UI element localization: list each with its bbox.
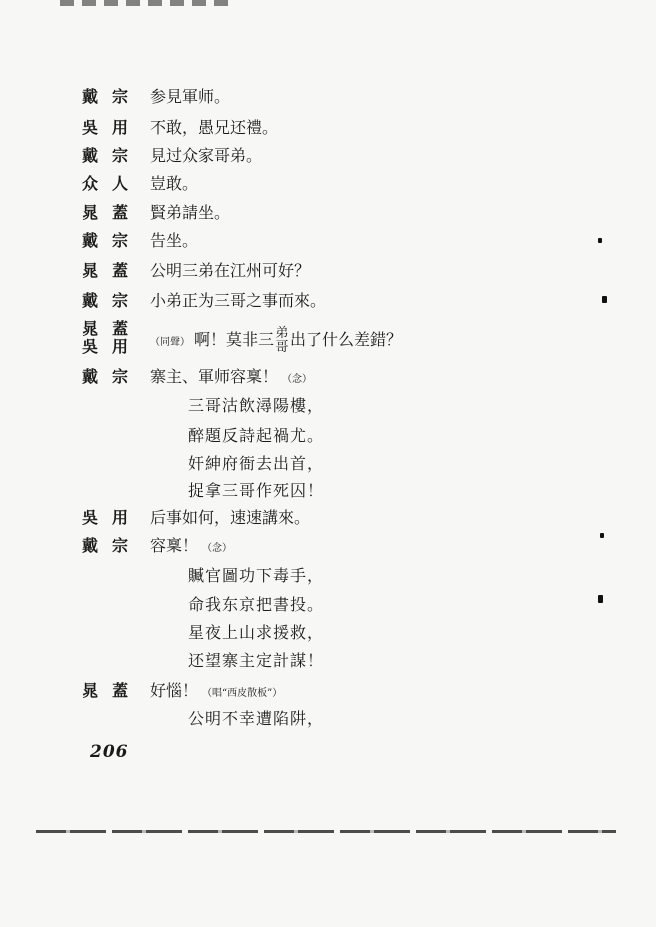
stage-note: （唱“西皮散板”） [202,688,283,699]
speech-text: 参見軍师。 [150,87,231,106]
speech-text: 不敢，愚兄还禮。 [150,118,279,137]
dialogue-line [0,678,656,704]
speaker-name: 戴宗 [82,291,143,310]
verse-text: 奸紳府衙去出首， [188,454,325,473]
speaker-name: 戴宗 [82,146,143,165]
dialogue-line [0,288,656,314]
stack-top: 弟 [275,325,289,341]
scan-speck [600,533,604,538]
speaker-name: 戴宗 [82,367,143,386]
speaker-name-top: 晁蓋 [82,319,143,338]
speaker-name-bottom: 吳用 [82,337,143,356]
bottom-rule [36,830,616,833]
speech-text: 賢弟請坐。 [150,203,231,222]
dialogue-line [0,364,656,390]
verse-line [0,592,656,618]
scan-speck [598,595,603,603]
speaker-name: 戴宗 [82,87,143,106]
verse-line [0,423,656,449]
speech-text [150,364,312,393]
speech-text: 出了什么差錯？ [290,330,403,349]
speech-main: 寨主、軍师容稟！ [150,367,279,386]
scan-artifact [60,0,230,6]
speech-text [150,678,282,707]
dual-speech [150,320,402,360]
dialogue-line [0,115,656,141]
verse-text: 贓官圖功下毒手， [188,566,325,585]
dialogue-line [0,505,656,531]
dialogue-line [0,200,656,226]
speech-text: 豈敢。 [150,174,199,193]
dialogue-line [0,84,656,110]
verse-text: 醉題反詩起禍尤。 [188,426,325,445]
stacked-alternative [274,327,290,355]
verse-line [0,451,656,477]
verse-line [0,620,656,646]
speech-text: 公明三弟在江州可好？ [150,261,311,280]
speech-text: 小弟正为三哥之事而來。 [150,291,327,310]
page-number: 206 [90,742,129,762]
verse-line [0,706,656,732]
speaker-name: 众人 [82,174,143,193]
speaker-name: 晁蓋 [82,681,143,700]
speaker-name: 戴宗 [82,536,143,555]
scan-speck [602,296,607,303]
verse-text: 命我东京把書投。 [188,595,325,614]
verse-text: 公明不幸遭陷阱， [188,709,325,728]
stack-bottom: 哥 [275,339,289,355]
dialogue-line [0,171,656,197]
scan-speck [598,238,602,243]
stage-note: （念） [202,543,233,554]
speech-text: 啊！莫非三 [194,330,275,349]
speech-main: 好惱！ [150,681,199,700]
verse-line [0,393,656,419]
speaker-name: 晁蓋 [82,203,143,222]
verse-text: 星夜上山求援救， [188,623,325,642]
speech-text: 告坐。 [150,231,199,250]
dialogue-line [0,533,656,559]
speech-text: 見过众家哥弟。 [150,146,263,165]
speaker-name: 晁蓋 [82,261,143,280]
speaker-name: 吳用 [82,508,143,527]
speech-text: 后事如何，速速講來。 [150,508,311,527]
verse-text: 三哥沽飲潯陽樓， [188,396,325,415]
dialogue-line [0,143,656,169]
speech-main: 容稟！ [150,536,199,555]
verse-line [0,648,656,674]
speech-text [150,533,232,562]
verse-text: 还望寨主定計謀！ [188,651,325,670]
verse-line [0,478,656,504]
verse-text: 捉拿三哥作死囚！ [188,481,325,500]
dialogue-line [0,228,656,254]
dialogue-line [0,258,656,284]
verse-line [0,563,656,589]
dual-speaker [82,320,142,356]
speaker-name: 吳用 [82,118,143,137]
stage-note: （念） [282,374,313,385]
stage-note: （同聲） [150,337,190,348]
speaker-name: 戴宗 [82,231,143,250]
